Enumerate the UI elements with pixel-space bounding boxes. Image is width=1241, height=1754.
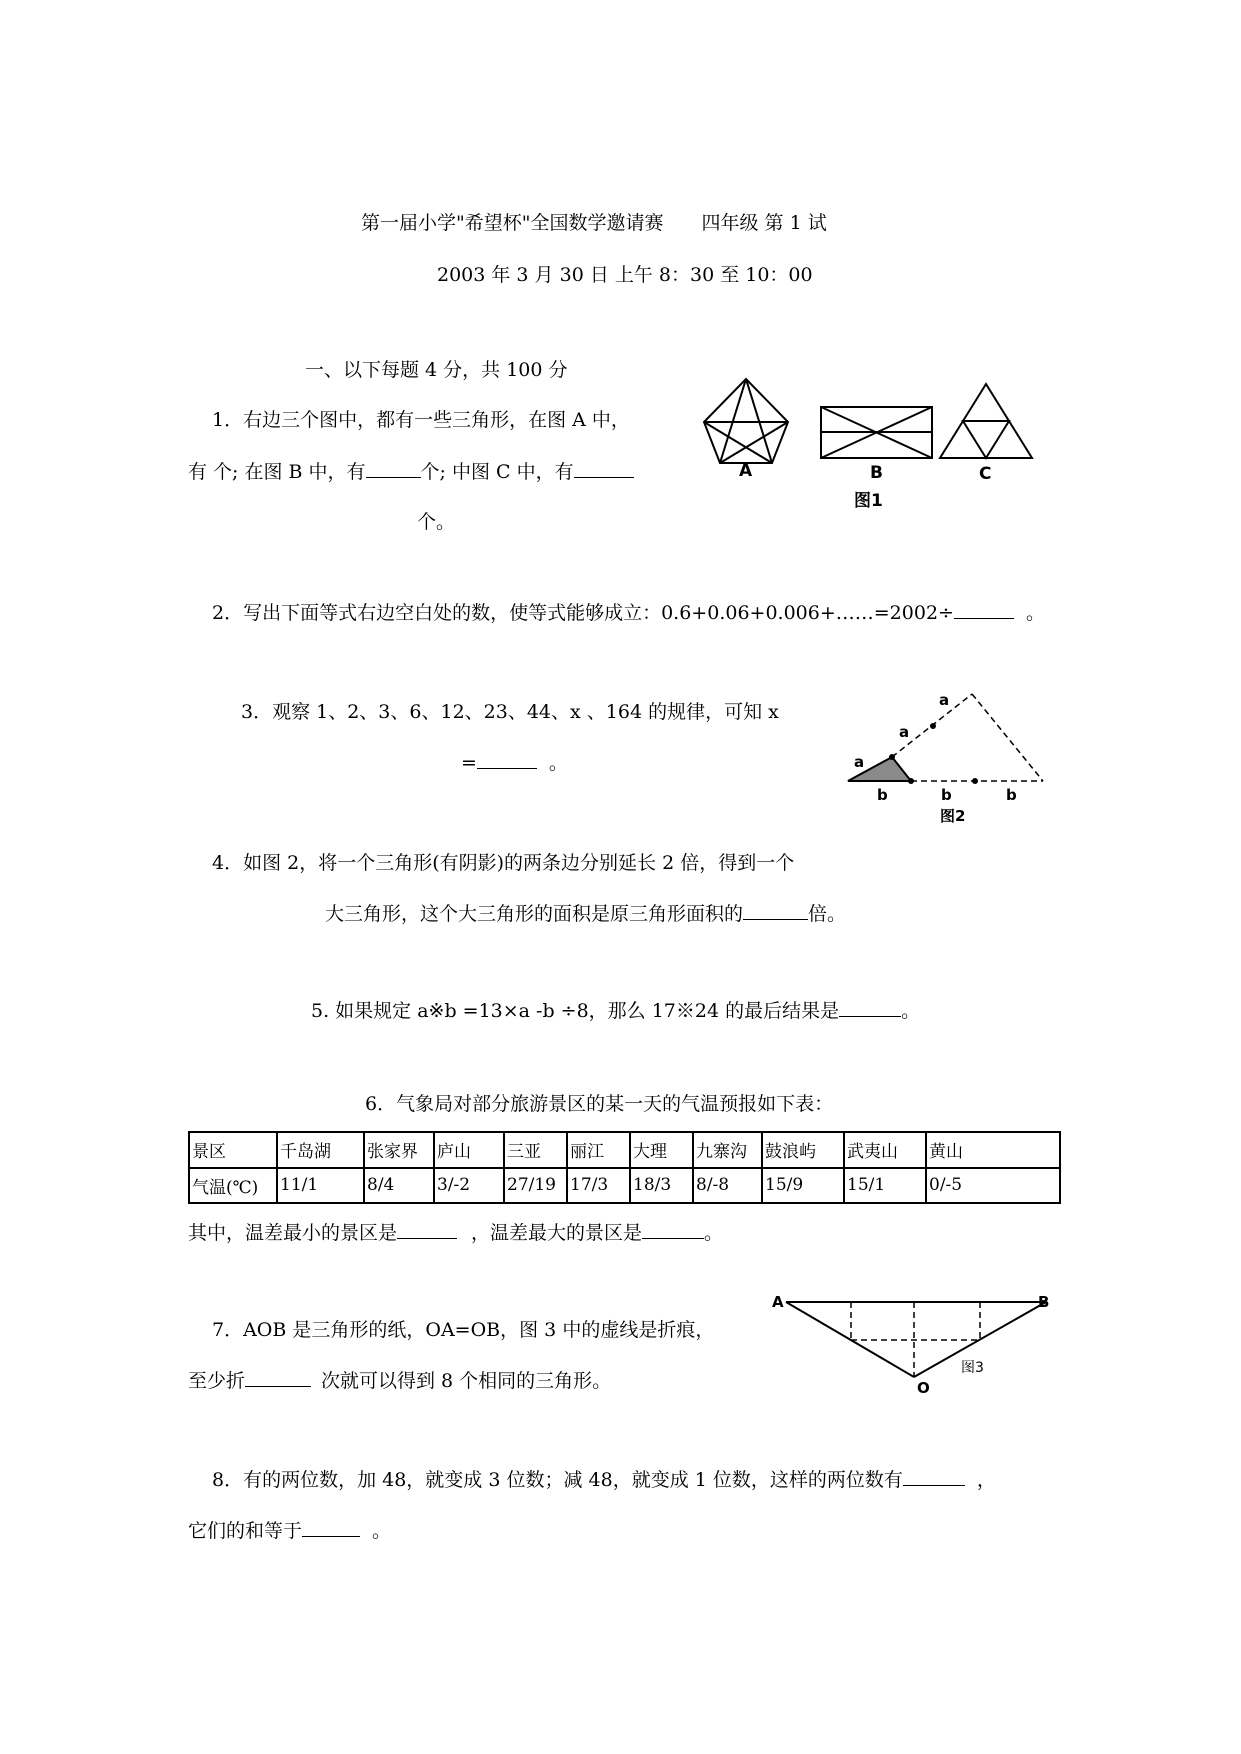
exam-title-text: 第一届小学"希望杯"全国数学邀请赛 (361, 212, 664, 234)
fig2-label-a2: a (899, 723, 910, 741)
fig3-caption: 图3 (961, 1360, 984, 1376)
q4-line2-text: 大三角形，这个大三角形的面积是原三角形面积的 (325, 903, 744, 925)
table-cell: 8/-8 (693, 1168, 762, 1204)
q1-line3: 个。 (417, 511, 456, 533)
figure-2 (845, 685, 1065, 830)
q5-blank[interactable] (839, 998, 901, 1017)
fig2-label-b1: b (877, 786, 888, 804)
q8-line1-end: ， (976, 1469, 996, 1491)
q3-blank[interactable] (477, 750, 537, 769)
q2-blank[interactable] (954, 600, 1014, 619)
fig2-label-b2: b (941, 786, 952, 804)
q3-end: 。 (548, 752, 568, 774)
table-cell: 鼓浪屿 (762, 1132, 844, 1168)
q7-blank[interactable] (245, 1368, 311, 1387)
fig2-label-b3: b (1006, 786, 1017, 804)
table-cell: 0/-5 (926, 1168, 1060, 1204)
q8-blank-count[interactable] (903, 1467, 965, 1486)
figure-1 (690, 375, 1060, 515)
table-cell: 15/1 (844, 1168, 926, 1204)
table-cell: 11/1 (277, 1168, 364, 1204)
q3-line1: 3．观察 1、2、3、6、12、23、44、x 、164 的规律，可知 x (241, 701, 779, 723)
table-cell: 3/-2 (434, 1168, 504, 1204)
fig2-caption: 图2 (940, 807, 966, 825)
q1-line2 (188, 459, 634, 484)
q8-end: 。 (372, 1520, 392, 1542)
fig3-label-b: B (1038, 1293, 1050, 1311)
q1-line2b: 个; 中图 C 中，有 (420, 461, 574, 483)
q6-answer-line (188, 1220, 723, 1245)
fig3-label-o: O (917, 1379, 930, 1397)
q8-line2-text: 它们的和等于 (188, 1520, 303, 1542)
q4-blank[interactable] (743, 901, 808, 920)
q2-end: 。 (1025, 602, 1045, 624)
q7-line1: 7．AOB 是三角形的纸，OA=OB，图 3 中的虚线是折痕， (212, 1319, 715, 1341)
table-cell: 张家界 (364, 1132, 434, 1168)
table-cell: 气温(℃) (189, 1168, 277, 1204)
q6-end: 。 (704, 1222, 724, 1244)
fig1-label-a: A (739, 461, 753, 481)
q4-end: 倍。 (808, 903, 847, 925)
q1-line1: 1．右边三个图中，都有一些三角形，在图 A 中， (212, 409, 630, 431)
table-header-row (189, 1132, 1060, 1168)
table-cell: 17/3 (567, 1168, 630, 1204)
q5-text: 5. 如果规定 a※b =13×a -b ÷8，那么 17※24 的最后结果是 (311, 1000, 840, 1022)
q4-line2 (325, 901, 846, 926)
fig2-label-a3: a (939, 691, 950, 709)
table-cell: 三亚 (504, 1132, 567, 1168)
q1-blank-c[interactable] (574, 459, 634, 478)
fig1-label-b: B (870, 463, 883, 483)
fig1-caption: 图1 (854, 491, 883, 511)
table-cell: 18/3 (630, 1168, 693, 1204)
table-cell: 27/19 (504, 1168, 567, 1204)
q1-blank-b[interactable] (366, 459, 421, 478)
q6-answer-b: ，温差最大的景区是 (471, 1222, 643, 1244)
q6-answer-a: 其中，温差最小的景区是 (188, 1222, 398, 1244)
q2-text: 2．写出下面等式右边空白处的数，使等式能够成立：0.6+0.06+0.006+……=2002÷ (212, 602, 954, 624)
table-cell: 武夷山 (844, 1132, 926, 1168)
q6-intro: 6．气象局对部分旅游景区的某一天的气温预报如下表： (365, 1093, 834, 1115)
q3-line2 (461, 750, 568, 775)
q8-line1-text: 8．有的两位数，加 48，就变成 3 位数；减 48，就变成 1 位数，这样的两位数有 (212, 1469, 903, 1491)
q5-line (311, 998, 920, 1023)
table-cell: 千岛湖 (277, 1132, 364, 1168)
exam-datetime: 2003 年 3 月 30 日 上午 8：30 至 10：00 (437, 264, 813, 286)
exam-title (361, 211, 827, 235)
table-cell: 15/9 (762, 1168, 844, 1204)
table-cell: 九寨沟 (693, 1132, 762, 1168)
table-cell: 8/4 (364, 1168, 434, 1204)
q7-line2b: 次就可以得到 8 个相同的三角形。 (321, 1370, 612, 1392)
q1-line2a: 有 个; 在图 B 中，有 (188, 461, 366, 483)
q2-line (212, 600, 1045, 625)
table-cell: 黄山 (926, 1132, 1060, 1168)
q6-blank-max[interactable] (642, 1220, 704, 1239)
table-cell: 大理 (630, 1132, 693, 1168)
q6-blank-min[interactable] (397, 1220, 457, 1239)
temperature-table (188, 1131, 1061, 1204)
table-cell: 景区 (189, 1132, 277, 1168)
q7-line2a: 至少折 (188, 1370, 246, 1392)
fig1-label-c: C (979, 464, 992, 484)
table-cell: 丽江 (567, 1132, 630, 1168)
q8-line2 (188, 1518, 391, 1543)
q4-line1: 4．如图 2，将一个三角形(有阴影)的两条边分别延长 2 倍，得到一个 (212, 852, 795, 874)
fig2-label-a1: a (854, 753, 865, 771)
fig3-label-a: A (772, 1293, 784, 1311)
q7-line2 (188, 1368, 611, 1393)
q8-blank-sum[interactable] (302, 1518, 360, 1537)
section-heading: 一、以下每题 4 分，共 100 分 (305, 359, 568, 381)
q8-line1 (212, 1467, 996, 1492)
table-row (189, 1168, 1060, 1204)
exam-grade: 四年级 第 1 试 (701, 212, 827, 234)
table-cell: 庐山 (434, 1132, 504, 1168)
figure-3 (770, 1290, 1060, 1400)
q5-end: 。 (901, 1000, 921, 1022)
q3-equals: = (461, 752, 477, 774)
